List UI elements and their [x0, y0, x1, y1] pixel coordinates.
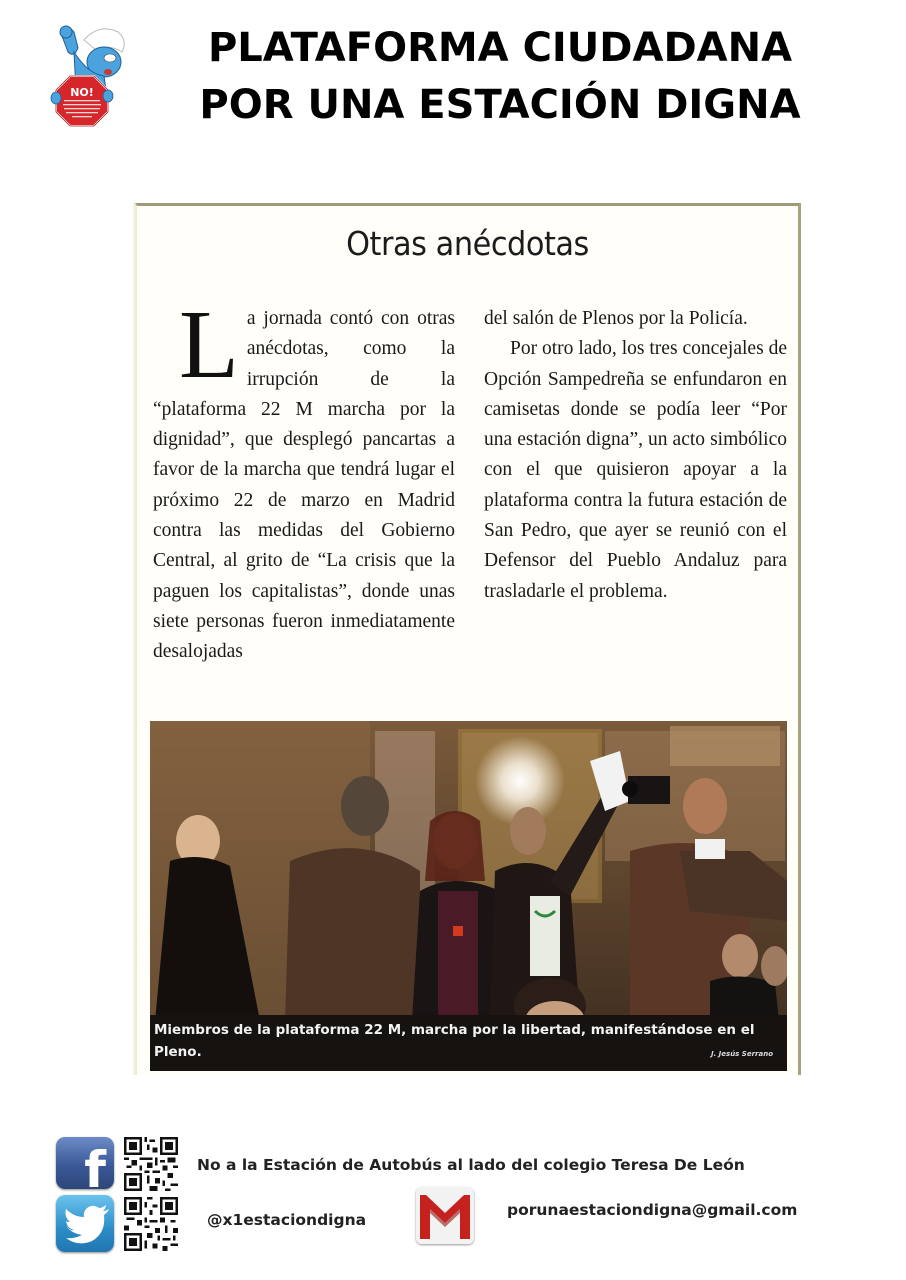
photo-credit: J. Jesús Serrano	[710, 1050, 773, 1058]
email-address[interactable]: porunaestaciondigna@gmail.com	[507, 1201, 798, 1219]
title-line-2: POR UNA ESTACIÓN DIGNA	[199, 82, 801, 128]
article-column-right	[484, 304, 787, 607]
twitter-bird-icon	[56, 1195, 114, 1252]
twitter-icon[interactable]	[56, 1195, 114, 1252]
qr-code-twitter[interactable]	[124, 1197, 178, 1251]
article-paragraph-1-continued: del salón de Plenos por la Policía.	[484, 308, 748, 329]
facebook-page-name[interactable]: No a la Estación de Autobús al lado del colegio Teresa De León	[197, 1156, 745, 1174]
qr-code-facebook[interactable]	[124, 1137, 178, 1191]
article-column-left	[153, 291, 455, 668]
photo-caption	[150, 1015, 787, 1071]
photo-caption-text: Miembros de la plataforma 22 M, marcha por la libertad, manifestándose en el Pleno.	[154, 1022, 755, 1060]
title-line-1: PLATAFORMA CIUDADANA	[207, 25, 793, 71]
newspaper-clipping	[135, 203, 801, 1075]
clipping-headline: Otras anécdotas	[346, 224, 589, 263]
news-photo	[150, 721, 787, 1071]
gmail-m-icon	[416, 1187, 474, 1244]
article-paragraph-1: a jornada contó con otras anécdotas, como la irrupción de la “plataforma 22 M marcha por la dignidad”, que desplegó pancartas a favor de la marcha que tendrá lugar el próximo 22 de marzo en Madrid contra las medidas del Gobierno Central, al grito de “La crisis que la paguen los capitalistas”, donde unas siete personas fueron inmediatamente desalojadas	[153, 308, 455, 663]
smurf-stop-sign-logo	[44, 18, 134, 128]
svg-text:NO!: NO!	[70, 86, 94, 99]
facebook-icon[interactable]: f	[56, 1137, 114, 1189]
smurf-stop-sign-icon	[44, 18, 134, 128]
article-paragraph-2: Por otro lado, los tres concejales de Opción Sampedreña se enfundaron en camisetas donde se podía leer “Por una estación digna”, un acto simbólico con el que quisieron apoyar a la plataforma contra la futura estación de San Pedro, que ayer se reunió con el Defensor del Pueblo Andaluz para trasladarle el problema.	[484, 338, 787, 602]
gmail-icon[interactable]	[416, 1187, 474, 1244]
twitter-handle[interactable]: @x1estaciondigna	[207, 1211, 367, 1229]
drop-cap: L	[179, 291, 239, 399]
page-title	[170, 20, 830, 134]
